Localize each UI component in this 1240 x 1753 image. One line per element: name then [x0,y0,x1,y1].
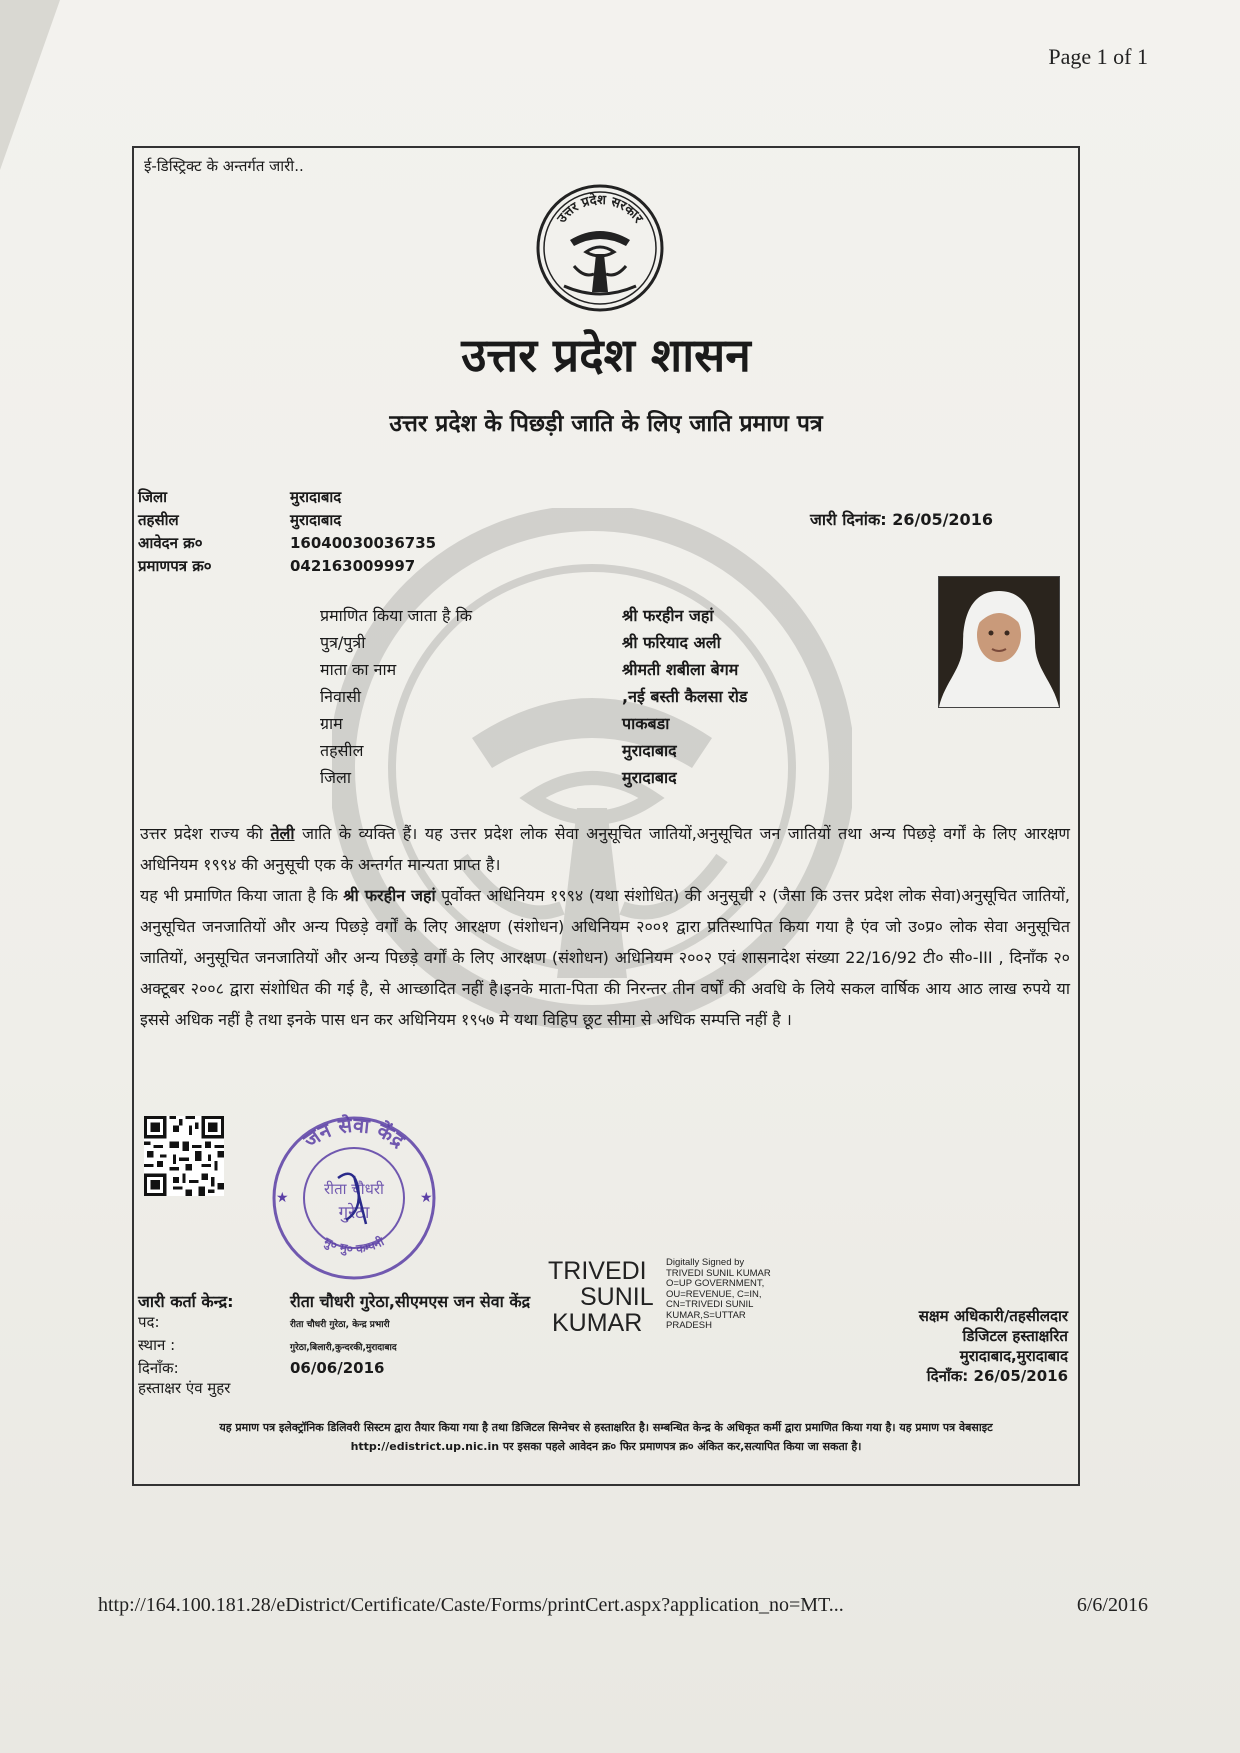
digisig-meta-line: O=UP GOVERNMENT, [666,1278,765,1289]
print-date: 6/6/2016 [1076,1594,1148,1616]
person-value: पाकबडा [622,714,670,733]
issuer-center: रीता चौधरी गुरेठा,सीएमएस जन सेवा केंद्र [290,1292,531,1311]
star-icon: ★ [276,1190,289,1206]
person-details [320,602,748,791]
info-value: 16040030036735 [290,534,437,552]
issuer-row [138,1335,530,1358]
digisig-meta-line: KUMAR,S=UTTAR [666,1309,746,1321]
info-value: मुरादाबाद [290,488,342,506]
info-label: जिला [138,488,168,506]
person-value: ,नई बस्ती कैलसा रोड [622,687,748,706]
digisig-meta-line: CN=TRIVEDI SUNIL [666,1299,754,1310]
info-label: आवेदन क्र० [138,534,203,552]
issued-under-text: ई-डिस्ट्रिक्ट के अन्तर्गत जारी.. [144,157,304,175]
applicant-name: श्री फरहीन जहां [343,886,436,905]
info-row [138,509,436,532]
up-government-emblem [534,182,666,314]
person-row [320,737,748,764]
info-row [138,486,436,509]
star-icon: ★ [420,1190,433,1206]
stamp-center-text: रीता चौधरी [324,1180,384,1198]
person-value: श्री फरियाद अली [622,633,721,652]
certificate-footer-note: यह प्रमाण पत्र इलेक्ट्रॉनिक डिलिवरी सिस्टम द्वारा तैयार किया गया है तथा डिजिटल सिग्नेचर से हस्ताक्षरित है। सम्बन्धित केन्द्र के अधिकृत कर्मी द्वारा प्रमाणित किया गया है। यह प्रमाण पत्र वेबसाइट http://edistrict.up.nic.in पर इसका पहले आवेदन क्र० फिर प्रमाणपत्र क्र० अंकित कर,सत्यापित किया जा सकता है। [219,1421,993,1453]
issuer-place: गुरेठा,बिलारी,कुन्दरकी,मुरादाबाद [290,1343,397,1353]
person-value: मुरादाबाद [622,768,677,787]
body-text: यह भी प्रमाणित किया जाता है कि [140,886,344,905]
person-label: प्रमाणित किया जाता है कि [320,606,473,625]
svg-text:मु० मु० कम्पनी [320,1234,387,1257]
info-value: मुरादाबाद [290,511,342,529]
officer-title: सक्षम अधिकारी/तहसीलदार [918,1307,1068,1325]
person-value: मुरादाबाद [622,741,677,760]
person-row [320,656,748,683]
issuer-label: स्थान : [138,1336,176,1354]
digisig-line1: TRIVEDI [548,1257,647,1285]
person-value: श्री फरहीन जहां [622,606,714,625]
issuer-label: जारी कर्ता केन्द्र: [138,1292,234,1311]
person-row [320,764,748,791]
person-label: पुत्र/पुत्री [320,633,366,652]
digisig-meta-line: OU=REVENUE, C=IN, [666,1288,762,1300]
officer-date-value: 26/05/2016 [973,1367,1068,1385]
digisig-line2: SUNIL [580,1283,654,1311]
person-row [320,602,748,629]
issuer-row [138,1312,530,1335]
info-row [138,555,436,578]
digisig-meta-line: Digitally Signed by [666,1257,745,1268]
person-label: तहसील [320,741,364,760]
issuer-date: 06/06/2016 [290,1359,385,1377]
qr-code [144,1116,224,1196]
issue-date-value: 26/05/2016 [892,510,993,529]
digisig-line3: KUMAR [552,1309,643,1337]
officer-block [762,1306,1068,1386]
caste-name: तेली [270,824,295,843]
officer-date-label: दिनाँक: [926,1367,969,1385]
officer-place: मुरादाबाद,मुरादाबाद [959,1347,1068,1365]
stamp-top-text: जन सेवा केंद्र [298,1112,410,1153]
person-value: श्रीमती शबीला बेगम [622,660,739,679]
certificate-body [140,818,1070,1035]
stamp-bottom-text: गुरेठा [338,1203,370,1223]
issuer-row [138,1358,530,1378]
certificate-subtitle: उत्तर प्रदेश के पिछड़ी जाति के लिए जाति प्रमाण पत्र [389,411,823,437]
applicant-photo [938,576,1060,708]
digisig-meta-line: PRADESH [666,1320,712,1331]
person-label: माता का नाम [320,660,397,679]
officer-signed: डिजिटल हस्ताक्षरित [962,1327,1068,1345]
info-label: प्रमाणपत्र क्र० [138,557,212,575]
rubber-stamp [262,1106,446,1286]
page-fold-corner [0,0,60,170]
svg-text:उत्तर प्रदेश सरकार [554,192,646,227]
body-paragraph-1 [140,818,1070,880]
person-label: ग्राम [320,714,343,733]
person-photo-icon [939,577,1059,707]
officer-date [762,1366,1068,1386]
issuer-label: पद: [138,1313,160,1331]
info-label: तहसील [138,511,179,529]
print-url: http://164.100.181.28/eDistrict/Certificate/Caste/Forms/printCert.aspx?application_no=MT... [98,1594,844,1616]
info-value: 042163009997 [290,557,416,575]
person-label: निवासी [320,687,362,706]
application-info [138,486,436,578]
issuer-details [138,1292,530,1398]
certificate-title: उत्तर प्रदेश शासन [461,328,751,382]
stamp-rim-text: मु० मु० कम्पनी [321,1234,387,1256]
emblem-text: उत्तर प्रदेश सरकार [554,192,646,227]
body-text: उत्तर प्रदेश राज्य की [140,824,271,843]
body-text: पूर्वोक्त अधिनियम १९९४ (यथा संशोधित) की अनुसूची २ (जैसा कि उत्तर प्रदेश लोक सेवा)अनुसूचित जातियों, अनुसूचित जनजातियों और अन्य पिछड़े वर्गों के लिए आरक्षण (संशोधन) अधिनियम २००१ द्वारा प्रतिस्थापित किया गया है एंव जो उ०प्र० लोक सेवा अनुसूचित जातियों, अनुसूचित जनजातियों और अन्य पिछड़े वर्गों के लिए आरक्षण (संशोधन) अधिनियम २००२ एवं शासनादेश संख्या 22/16/92 टी० सी०-III , दिनाँक २० अक्टूबर २००८ द्वारा संशोधित की गई है, से आच्छादित नहीं है।इनके माता-पिता की निरन्तर तीन वर्षों की अवधि के लिये सकल वार्षिक आय आठ लाख रुपये या इससे अधिक नहीं है तथा इनके पास धन कर अधिनियम १९५७ मे यथा विहिप छूट सीमा से अधिक सम्पत्ति नहीं है । [140,886,1070,1029]
person-row [320,710,748,737]
issue-date [810,508,993,530]
issuer-row [138,1292,530,1312]
issuer-post: रीता चौधरी गुरेठा, केन्द्र प्रभारी [290,1320,390,1330]
person-row [320,683,748,710]
digisig-meta-line: TRIVEDI SUNIL KUMAR [666,1267,771,1279]
certificate-frame [132,146,1080,1486]
page-number: Page 1 of 1 [1048,44,1148,69]
person-label: जिला [320,768,352,787]
body-paragraph-2 [140,880,1070,1035]
issue-date-label: जारी दिनांक: [810,510,887,529]
issuer-label: दिनाँक: [138,1359,179,1377]
body-text: जाति के व्यक्ति हैं। यह उत्तर प्रदेश लोक सेवा अनुसूचित जातियों,अनुसूचित जन जातियों तथा अन्य पिछड़े वर्गों के लिए आरक्षण अधिनियम १९९४ की अनुसूची एक के अन्तर्गत मान्यता प्राप्त है। [140,824,1070,874]
issuer-sign-label: हस्ताक्षर एंव मुहर [138,1379,231,1397]
person-row [320,629,748,656]
info-row [138,532,436,555]
